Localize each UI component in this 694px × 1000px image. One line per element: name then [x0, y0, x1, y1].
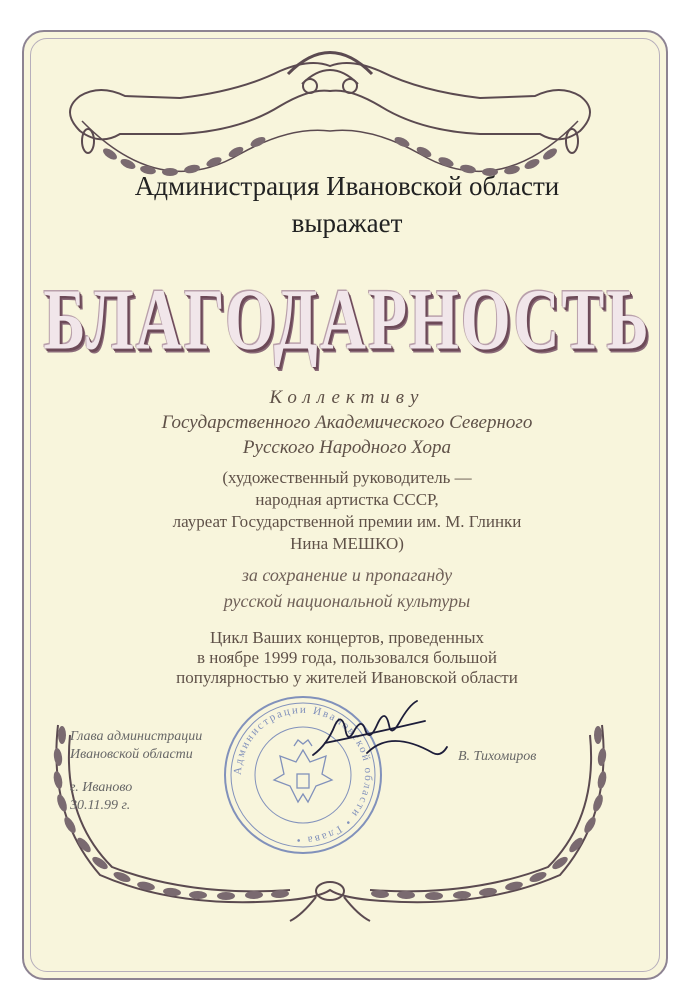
reason-line-2: русской национальной культуры	[223, 591, 471, 611]
concerts-line-3: популярностью у жителей Ивановской области	[176, 668, 518, 687]
top-ornament	[40, 36, 620, 186]
recipient-block	[0, 385, 694, 460]
leader-line-2: народная артистка СССР,	[255, 490, 439, 509]
stamp-ring-text: Администрации Ивановской области • Глава •	[231, 703, 375, 847]
reason-block	[0, 562, 694, 614]
recipient-line-2: Государственного Академического Северного	[161, 412, 533, 433]
signatory-title-line-1: Глава администрации	[70, 729, 203, 744]
place-text: г. Иваново	[70, 780, 133, 795]
place-date-block	[70, 779, 132, 815]
concerts-line-2: в ноябре 1999 года, пользовался большой	[197, 648, 497, 667]
concerts-line-1: Цикл Ваших концертов, проведенных	[210, 628, 484, 647]
recipient-line-3: Русского Народного Хора	[242, 437, 452, 458]
signatory-title-line-2: Ивановской области	[70, 747, 193, 762]
leader-line-1: (художественный руководитель —	[222, 468, 472, 487]
signature-mark	[305, 695, 450, 765]
signatory-name: В. Тихомиров	[458, 749, 537, 764]
concerts-block	[0, 628, 694, 688]
issuer-block	[0, 168, 694, 242]
leader-line-4: Нина МЕШКО)	[290, 534, 404, 553]
recipient-line-1: Коллективу	[269, 387, 425, 408]
date-text: 30.11.99 г.	[70, 798, 131, 813]
reason-line-1: за сохранение и пропаганду	[241, 565, 453, 585]
issuer-line-1: Администрация Ивановской области	[134, 171, 560, 201]
leader-line-3: лауреат Государственной премии им. М. Глинки	[172, 512, 522, 531]
issuer-line-2: выражает	[291, 208, 403, 238]
leader-block	[0, 467, 694, 555]
headline-title: БЛАГОДАРНОСТЬ	[43, 271, 651, 368]
signatory-title	[70, 728, 202, 764]
